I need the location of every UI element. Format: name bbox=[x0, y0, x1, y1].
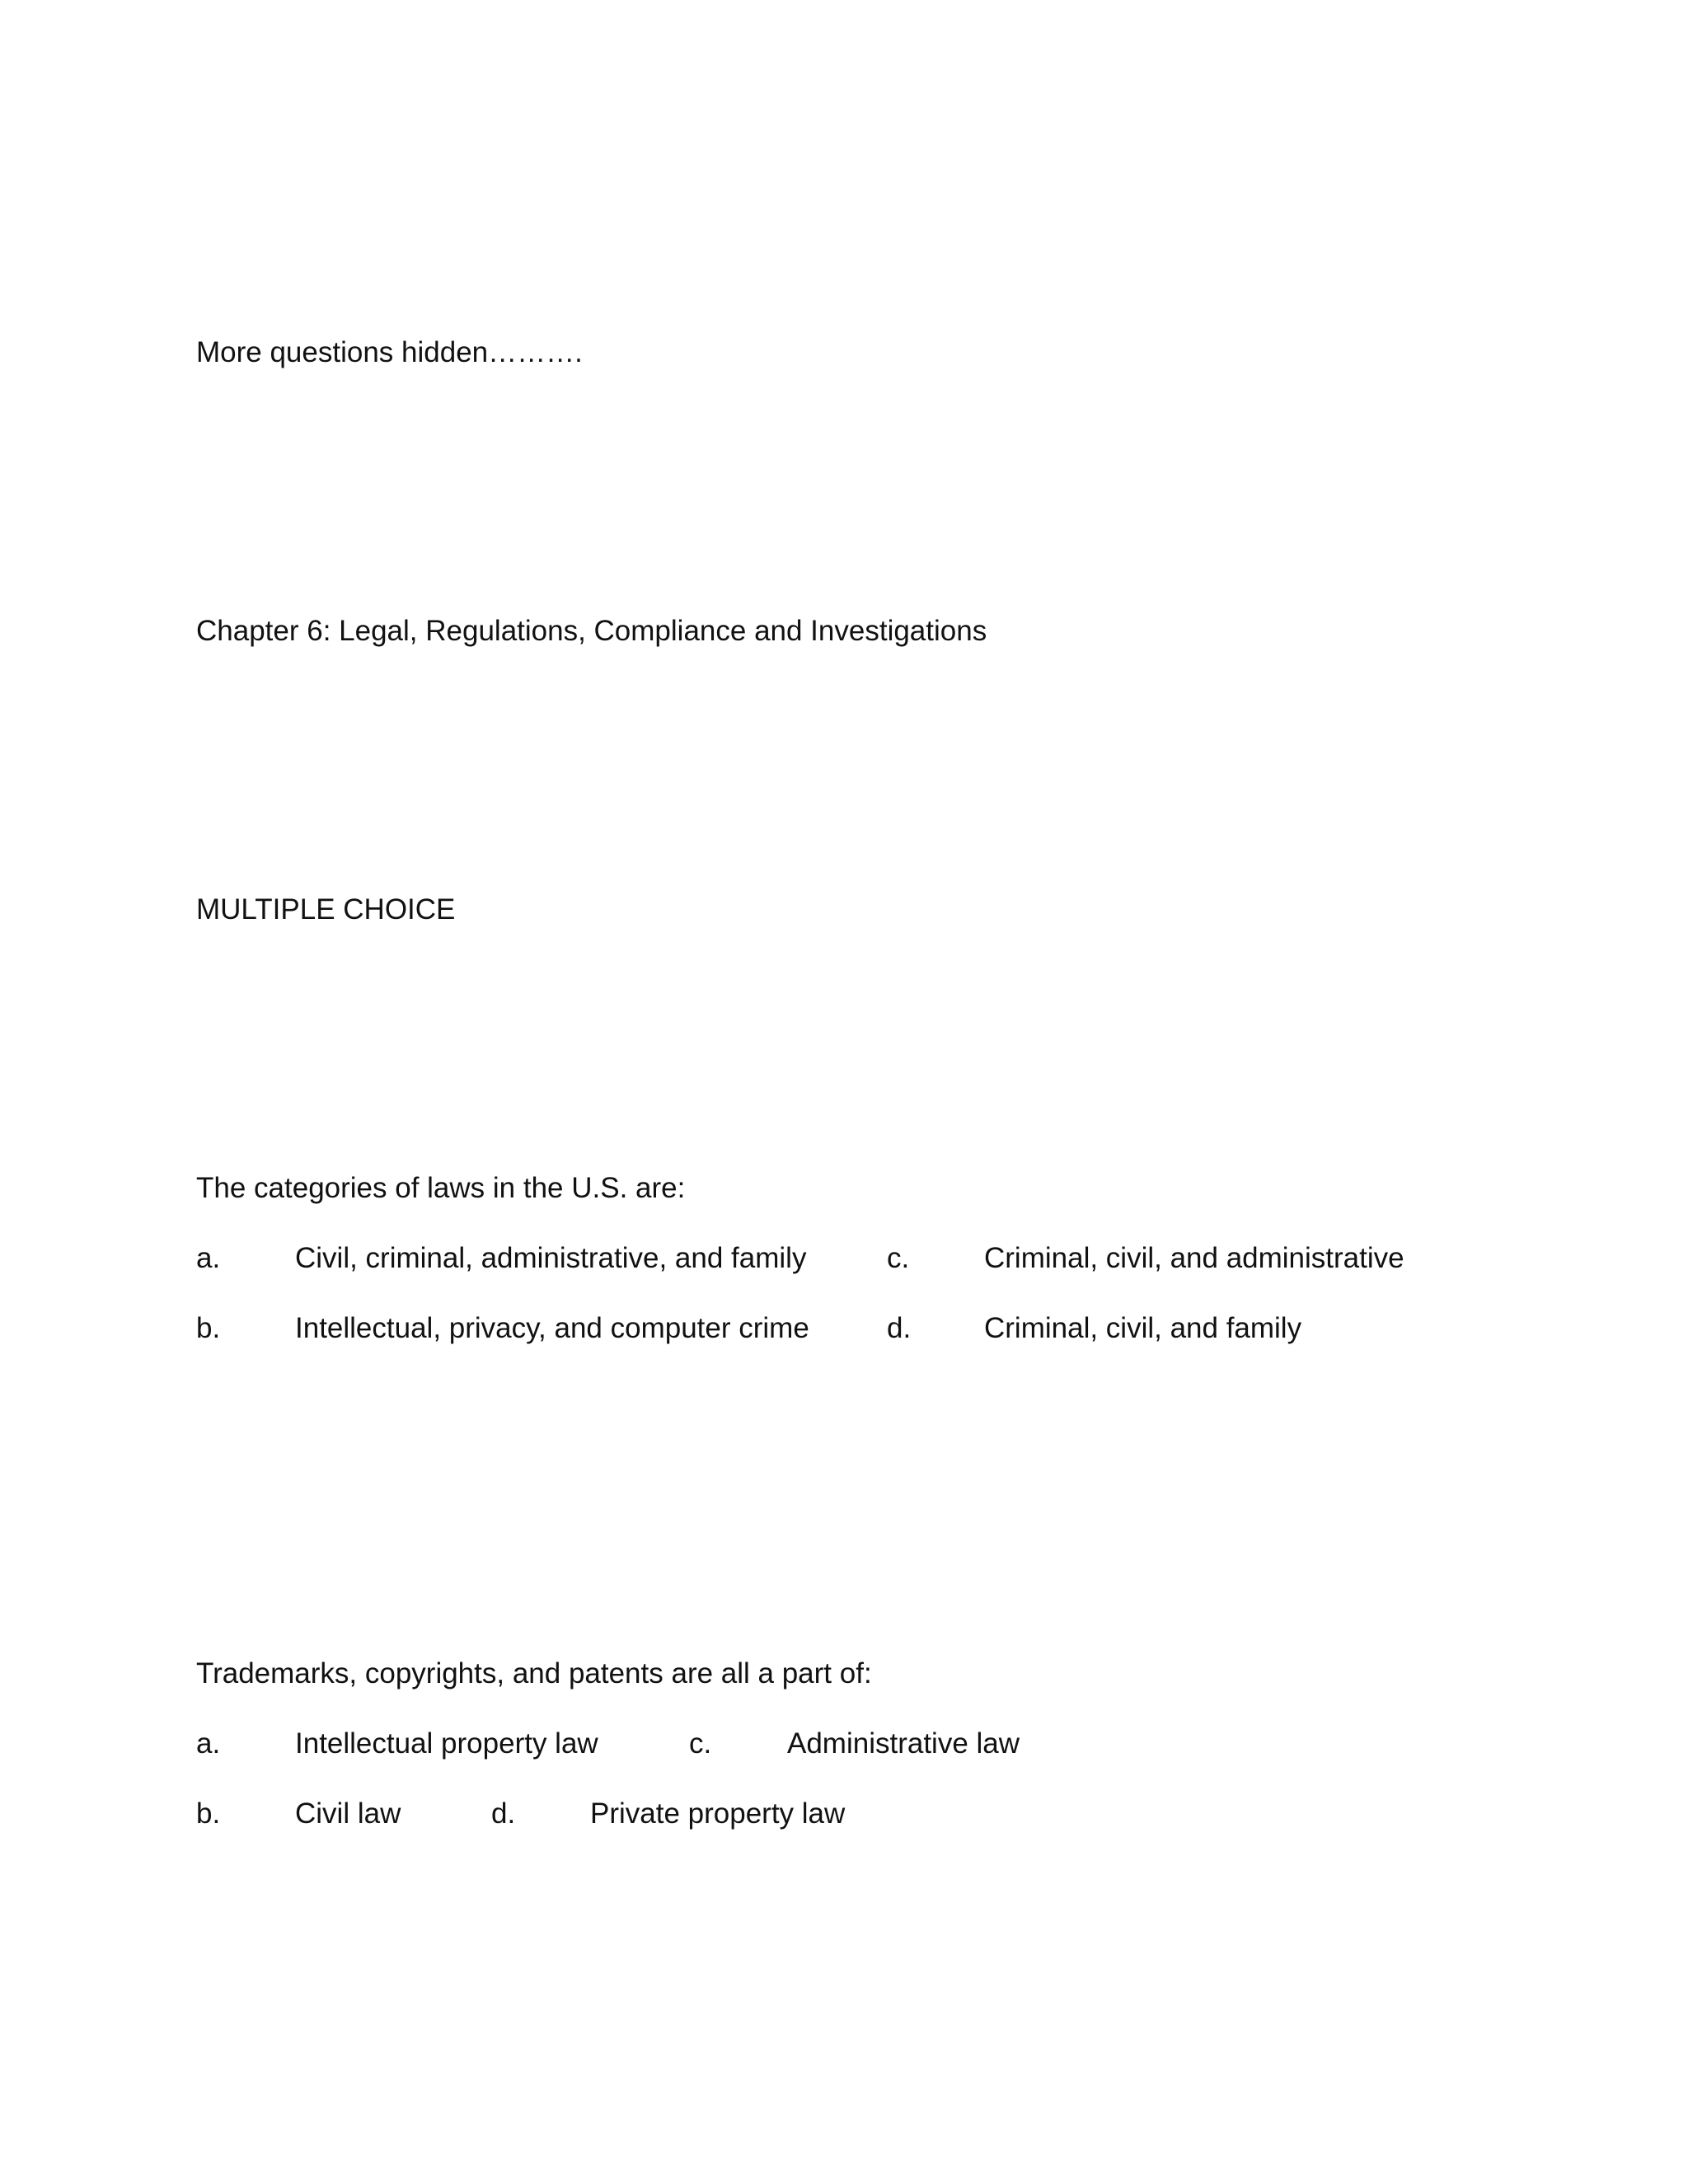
option-letter-b: b. bbox=[196, 1312, 221, 1344]
option-text-b: Civil law bbox=[295, 1797, 401, 1830]
option-text-a: Civil, criminal, administrative, and family bbox=[295, 1242, 807, 1274]
question-prompt: The categories of laws in the U.S. are: bbox=[196, 1172, 686, 1204]
option-letter-a: a. bbox=[196, 1727, 221, 1760]
option-text-a: Intellectual property law bbox=[295, 1727, 598, 1760]
option-letter-c: c. bbox=[689, 1727, 712, 1760]
option-text-c: Criminal, civil, and administrative bbox=[984, 1242, 1404, 1274]
section-heading: MULTIPLE CHOICE bbox=[196, 893, 456, 926]
option-letter-c: c. bbox=[887, 1242, 910, 1274]
option-letter-b: b. bbox=[196, 1797, 221, 1830]
option-letter-d: d. bbox=[491, 1797, 516, 1830]
option-text-c: Administrative law bbox=[787, 1727, 1020, 1760]
question-prompt: Trademarks, copyrights, and patents are all a part of: bbox=[196, 1657, 872, 1690]
option-letter-d: d. bbox=[887, 1312, 912, 1344]
option-text-d: Criminal, civil, and family bbox=[984, 1312, 1302, 1344]
chapter-heading: Chapter 6: Legal, Regulations, Compliance and Investigations bbox=[196, 615, 987, 647]
option-text-b: Intellectual, privacy, and computer crime bbox=[295, 1312, 809, 1344]
option-letter-a: a. bbox=[196, 1242, 221, 1274]
option-text-d: Private property law bbox=[590, 1797, 846, 1830]
hidden-questions-notice: More questions hidden………. bbox=[196, 336, 583, 368]
